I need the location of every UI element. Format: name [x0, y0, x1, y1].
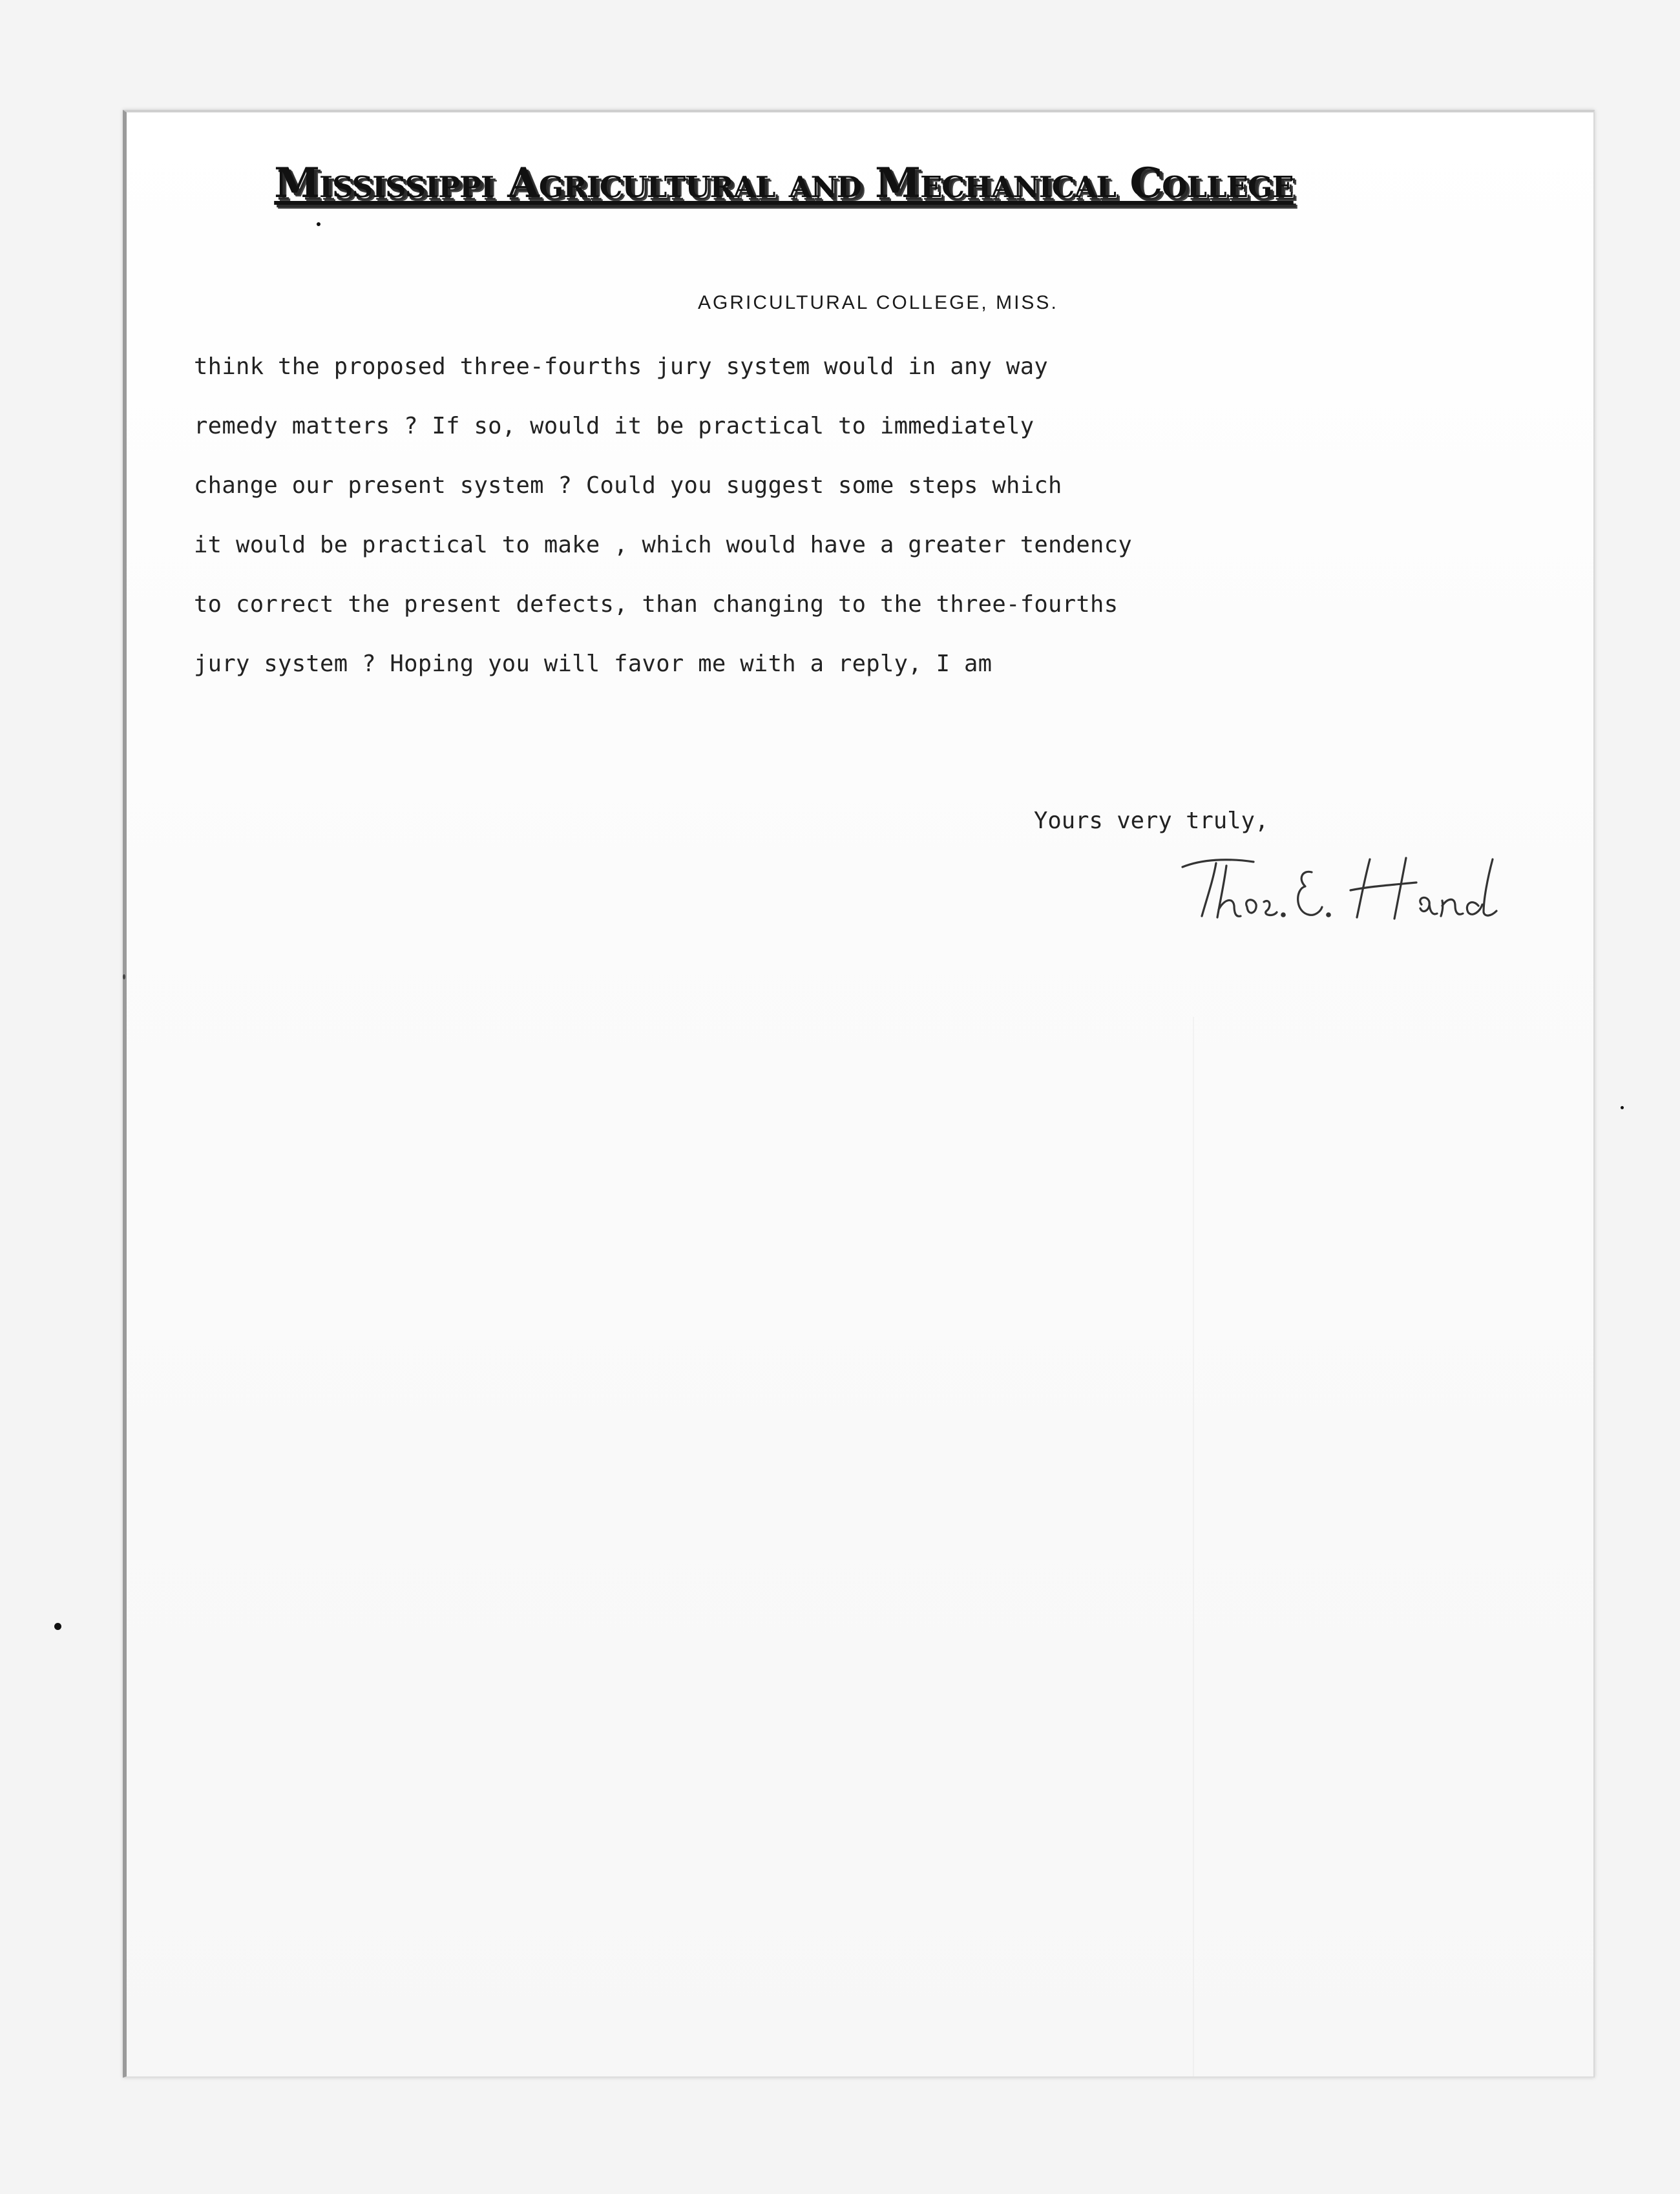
letter-line: change our present system ? Could you suggest some steps which — [194, 472, 1062, 499]
paper-fold — [1193, 1017, 1194, 2076]
ink-speck — [1621, 1106, 1624, 1109]
ink-speck — [54, 1623, 61, 1630]
letter-closing: Yours very truly, — [1034, 808, 1269, 834]
letter-line: it would be practical to make , which would have a greater tendency — [194, 532, 1133, 558]
letter-body — [194, 337, 1460, 694]
letter-line: think the proposed three-fourths jury system would in any way — [194, 353, 1049, 380]
ink-speck — [317, 222, 320, 226]
letterhead-title: Mississippi Agricultural and Mechanical College — [274, 158, 1294, 207]
handwritten-signature — [1176, 840, 1538, 930]
ink-speck — [123, 974, 125, 979]
letter-line: jury system ? Hoping you will favor me with a reply, I am — [194, 651, 992, 677]
letter-line: to correct the present defects, than changing to the three-fourths — [194, 591, 1118, 618]
letterhead-location: AGRICULTURAL COLLEGE, MISS. — [698, 292, 1058, 313]
letter-line: remedy matters ? If so, would it be practical to immediately — [194, 413, 1034, 439]
